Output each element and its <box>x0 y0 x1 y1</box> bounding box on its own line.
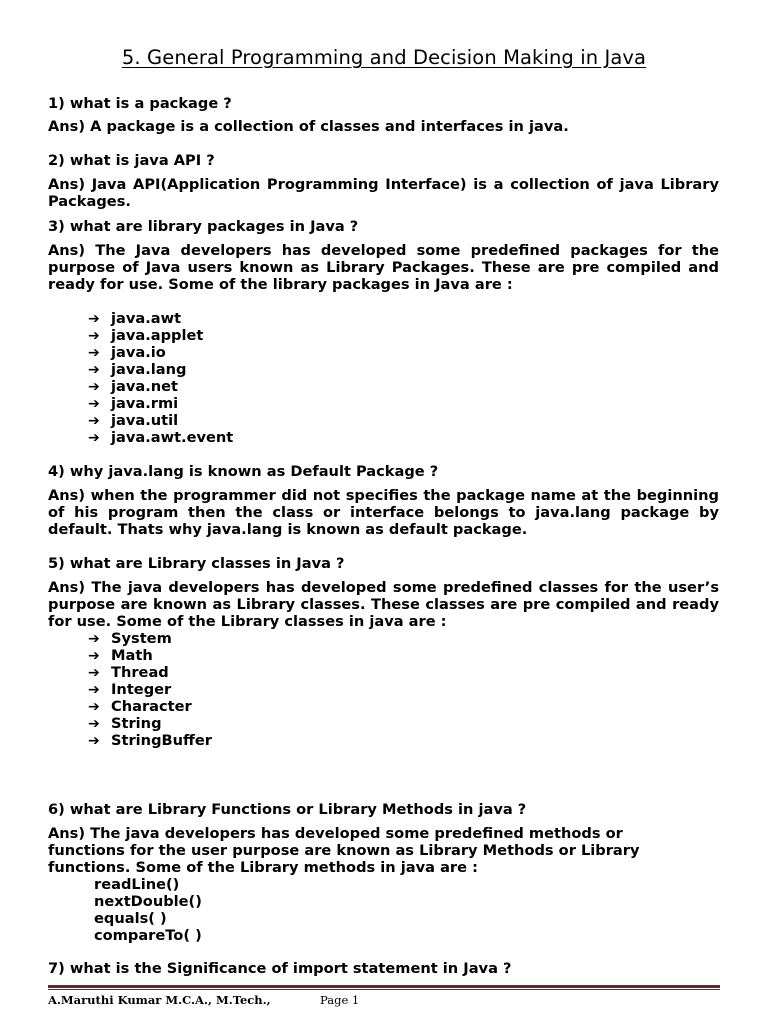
answer-3: Ans) The Java developers has developed some predefined packages for the purpose of Java users known as Library Packages. These are pre compiled and ready for use. Some of the library packages in Java are : <box>48 242 719 293</box>
arrow-right-icon: ➔ <box>88 396 100 412</box>
list-item: ➔ java.awt <box>88 310 182 327</box>
page-footer <box>48 993 360 1007</box>
list-item: ➔ java.io <box>88 344 166 361</box>
page-number: Page 1 <box>320 993 360 1007</box>
list-item: ➔ java.applet <box>88 327 204 344</box>
list-item: ➔ java.awt.event <box>88 429 234 446</box>
arrow-right-icon: ➔ <box>88 379 100 395</box>
list-item: ➔ StringBuffer <box>88 732 212 749</box>
arrow-right-icon: ➔ <box>88 311 100 327</box>
list-item: ➔ java.lang <box>88 361 187 378</box>
list-item: ➔ java.net <box>88 378 179 395</box>
arrow-right-icon: ➔ <box>88 733 100 749</box>
arrow-right-icon: ➔ <box>88 631 100 647</box>
list-item: nextDouble() <box>94 893 202 910</box>
list-item: ➔ String <box>88 715 162 732</box>
answer-6 <box>48 825 719 876</box>
answer-line: functions. Some of the Library methods in java are : <box>48 859 478 876</box>
answer-1: Ans) A package is a collection of classes and interfaces in java. <box>48 118 569 135</box>
answer-2: Ans) Java API(Application Programming Interface) is a collection of java Library Packages. <box>48 176 719 210</box>
answer-4: Ans) when the programmer did not specifies the package name at the beginning of his program then the class or interface belongs to java.lang package by default. Thats why java.lang is known as default package. <box>48 487 719 538</box>
list-item: ➔ Character <box>88 698 192 715</box>
list-item: compareTo( ) <box>94 927 202 944</box>
footer-divider <box>48 985 720 991</box>
question-7: 7) what is the Significance of import statement in Java ? <box>48 960 512 977</box>
answer-line: Ans) The java developers has developed some predefined methods or <box>48 825 623 842</box>
question-4: 4) why java.lang is known as Default Package ? <box>48 463 439 480</box>
arrow-right-icon: ➔ <box>88 648 100 664</box>
list-item: equals( ) <box>94 910 167 927</box>
library-packages-list <box>48 310 719 446</box>
arrow-right-icon: ➔ <box>88 430 100 446</box>
arrow-right-icon: ➔ <box>88 413 100 429</box>
document-body <box>48 95 719 977</box>
library-classes-list <box>48 630 719 749</box>
page-title: 5. General Programming and Decision Making in Java <box>121 46 647 69</box>
question-2: 2) what is java API ? <box>48 152 215 169</box>
arrow-right-icon: ➔ <box>88 328 100 344</box>
footer-author: A.Maruthi Kumar M.C.A., M.Tech., <box>48 993 271 1007</box>
list-item: readLine() <box>94 876 180 893</box>
arrow-right-icon: ➔ <box>88 665 100 681</box>
arrow-right-icon: ➔ <box>88 699 100 715</box>
list-item: ➔ java.rmi <box>88 395 179 412</box>
list-item: ➔ Thread <box>88 664 169 681</box>
arrow-right-icon: ➔ <box>88 345 100 361</box>
list-item: ➔ System <box>88 630 172 647</box>
list-item: ➔ Integer <box>88 681 172 698</box>
arrow-right-icon: ➔ <box>88 362 100 378</box>
question-5: 5) what are Library classes in Java ? <box>48 555 345 572</box>
question-1: 1) what is a package ? <box>48 95 232 112</box>
arrow-right-icon: ➔ <box>88 716 100 732</box>
answer-line: functions for the user purpose are known as Library Methods or Library <box>48 842 640 859</box>
question-3: 3) what are library packages in Java ? <box>48 218 359 235</box>
list-item: ➔ Math <box>88 647 153 664</box>
question-6: 6) what are Library Functions or Library Methods in java ? <box>48 801 527 818</box>
library-methods-list <box>48 876 719 944</box>
list-item: ➔ java.util <box>88 412 179 429</box>
arrow-right-icon: ➔ <box>88 682 100 698</box>
answer-5: Ans) The java developers has developed some predefined classes for the user’s purpose are known as Library classes. These classes are pre compiled and ready for use. Some of the Library classes in java are : <box>48 579 719 630</box>
